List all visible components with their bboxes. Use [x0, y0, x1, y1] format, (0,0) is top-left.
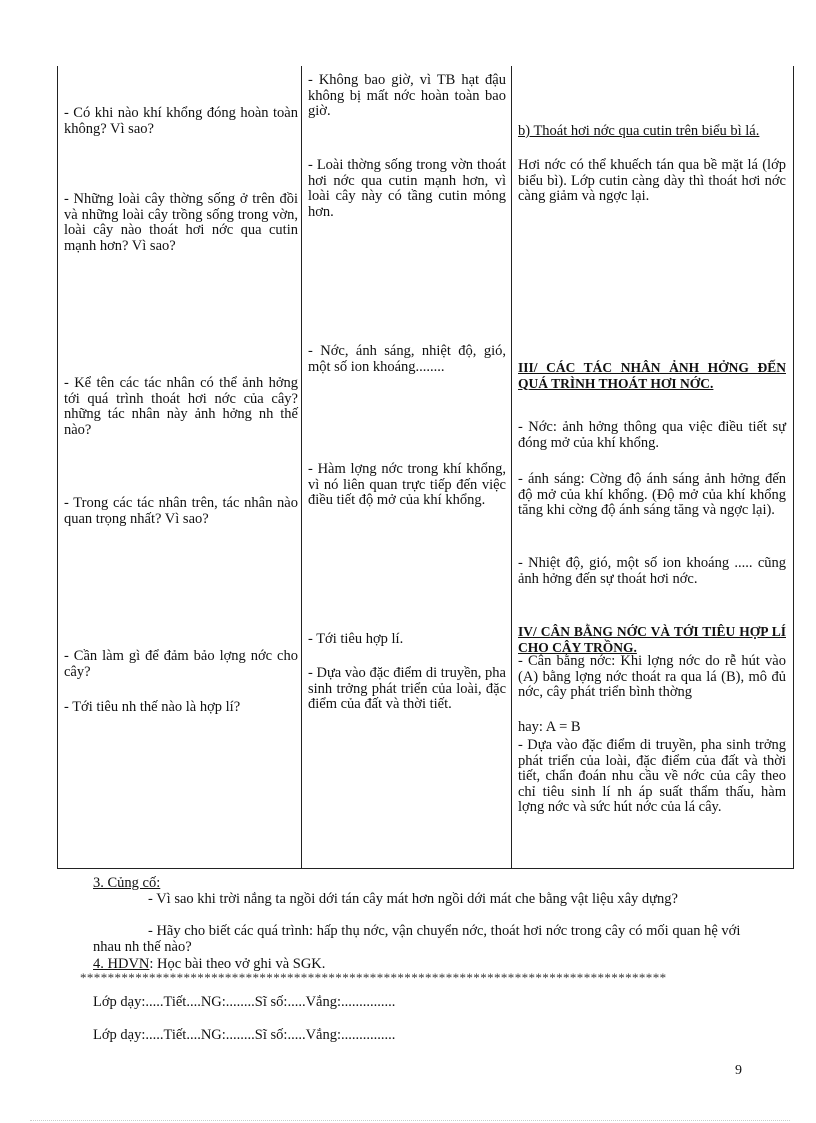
- answer-4: - Hàm lợng nớc trong khí khổng, vì nó liên quan trực tiếp đến việc điều tiết độ mở của khí khổng.: [308, 461, 506, 508]
- class-record-2: Lớp dạy:.....Tiết....NG:........Sĩ số:.....Vắng:...............: [93, 1027, 396, 1043]
- section-iii-water: - Nớc: ảnh hởng thông qua việc điều tiết sự đóng mở của khí khổng.: [518, 419, 786, 451]
- section-iv-title: IV/ CÂN BẰNG NỚC VÀ TỚI TIÊU HỢP LÍ CHO CÂY TRỒNG.: [518, 624, 786, 655]
- consolidation-question-1: - Vì sao khi trời nắng ta ngồi dới tán cây mát hơn ngồi dới mát che bằng vật liệu xây dựng?: [148, 891, 678, 907]
- question-4: - Trong các tác nhân trên, tác nhân nào quan trọng nhất? Vì sao?: [64, 495, 298, 527]
- page-bottom-divider: [30, 1120, 790, 1121]
- question-5: - Cần làm gì để đảm bảo lợng nớc cho cây?: [64, 648, 298, 680]
- section-iii-light: - ánh sáng: Cờng độ ánh sáng ảnh hởng đến độ mở của khí khổng. (Độ mở của khí khổng tăng khi cờng độ ánh sáng tăng và ngợc lại).: [518, 471, 786, 518]
- consolidation-label: 3. Củng cố:: [93, 875, 161, 891]
- section-b-text: Hơi nớc có thể khuếch tán qua bề mặt lá (lớp biểu bì). Lớp cutin càng dày thì thoát hơi nớc càng giảm và ngợc lại.: [518, 157, 786, 204]
- answer-3: - Nớc, ánh sáng, nhiệt độ, gió, một số ion khoáng........: [308, 343, 506, 375]
- page-number: 9: [735, 1063, 742, 1078]
- answer-2: - Loài thờng sống trong vờn thoát hơi nớc qua cutin mạnh hơn, vì loài cây này có tầng cutin mỏng hơn.: [308, 157, 506, 220]
- section-iii-other: - Nhiệt độ, gió, một số ion khoáng ..... cũng ảnh hởng đến sự thoát hơi nớc.: [518, 555, 786, 587]
- homework-text: : Học bài theo vở ghi và SGK.: [149, 956, 326, 972]
- class-record-1: Lớp dạy:.....Tiết....NG:........Sĩ số:.....Vắng:...............: [93, 994, 396, 1010]
- question-3: - Kể tên các tác nhân có thể ảnh hởng tới quá trình thoát hơi nớc của cây? những tác nhân này ảnh hởng nh thế nào?: [64, 375, 298, 438]
- question-2: - Những loài cây thờng sống ở trên đồi và những loài cây trồng sống trong vờn, loài cây nào thoát hơi nớc qua cutin mạnh hơn? Vì sao?: [64, 191, 298, 254]
- questions-column: [58, 66, 302, 869]
- question-6: - Tới tiêu nh thế nào là hợp lí?: [64, 699, 241, 715]
- section-iv-irrigation: - Dựa vào đặc điểm di truyền, pha sinh trởng phát triển của loài, đặc điểm của đất và thời tiết, chẩn đoán nhu cầu về nớc của cây theo chỉ tiêu sinh lí nh áp suất thẩm thấu, hàm lợng nớc và sức hút nớc của lá cây.: [518, 737, 786, 815]
- question-1: - Có khi nào khí khổng đóng hoàn toàn không? Vì sao?: [64, 105, 298, 137]
- answer-5: - Tới tiêu hợp lí.: [308, 631, 404, 647]
- answers-column: [302, 66, 512, 869]
- content-column: [512, 66, 794, 869]
- homework-label: 4. HDVN: [93, 956, 150, 972]
- answer-6: - Dựa vào đặc điểm di truyền, pha sinh trởng phát triển của loài, đặc điểm của đất và thời tiết.: [308, 665, 506, 712]
- section-iv-formula: hay: A = B: [518, 719, 581, 735]
- answer-1: - Không bao giờ, vì TB hạt đậu không bị mất nớc hoàn toàn bao giờ.: [308, 72, 506, 119]
- separator-stars: *************************************************************************************: [80, 970, 667, 985]
- consolidation-question-2: - Hãy cho biết các quá trình: hấp thụ nớc, vận chuyển nớc, thoát hơi nớc trong cây có mối quan hệ với nhau nh thế nào?: [93, 923, 741, 955]
- section-iv-balance: - Cân bằng nớc: Khi lợng nớc do rễ hút vào (A) bằng lợng nớc thoát ra qua lá (B), mô đủ nớc, cây phát triển bình thờng: [518, 653, 786, 700]
- section-iii-title: III/ CÁC TÁC NHÂN ẢNH HỞNG ĐẾN QUÁ TRÌNH THOÁT HƠI NỚC.: [518, 360, 786, 391]
- lesson-table: [57, 66, 794, 869]
- section-b-title: b) Thoát hơi nớc qua cutin trên biểu bì lá.: [518, 123, 760, 139]
